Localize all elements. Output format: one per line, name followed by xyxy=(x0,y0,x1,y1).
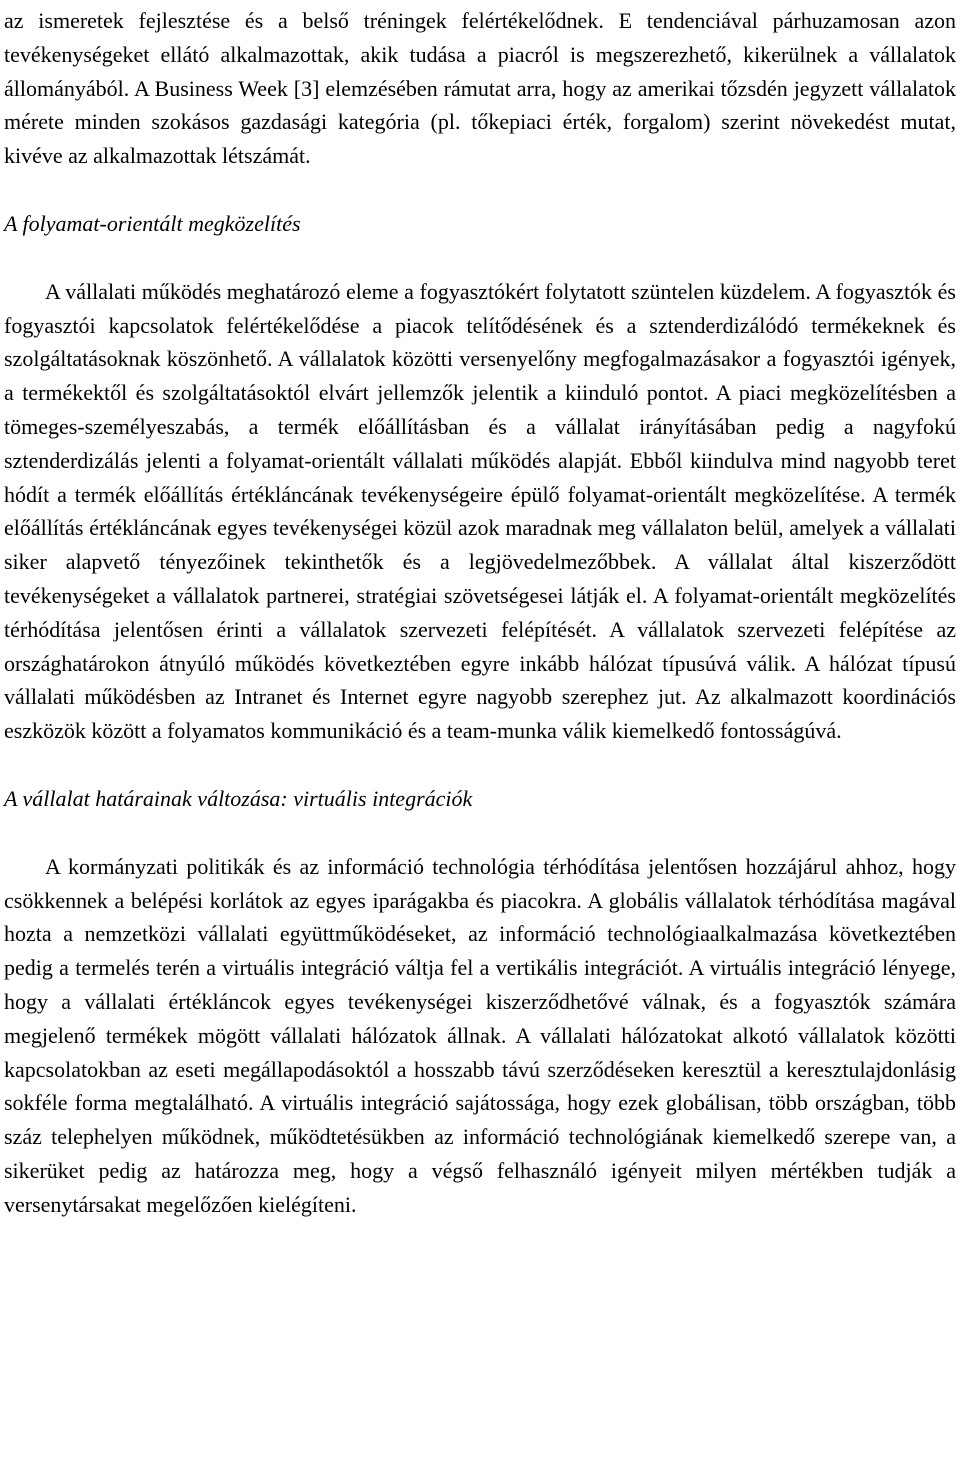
paragraph-process-oriented: A vállalati működés meghatározó eleme a fogyasztókért folytatott szüntelen küzdelem. A fogyasztók és fogyasztói kapcsolatok felértékelődése a piacok telítődésének és a sztenderdizálódó termékeknek és szolgáltatásoknak köszönhető. A vállalatok közötti versenyelőny megfogalmazásakor a fogyasztói igények, a termékektől és szolgáltatásoktól elvárt jellemzők jelentik a kiinduló pontot. A piaci megközelítésben a tömeges-személyeszabás, a termék előállításban és a vállalat irányításában pedig a nagyfokú sztenderdizálás jelenti a folyamat-orientált vállalati működés alapját. Ebből kiindulva mind nagyobb teret hódít a termék előállítás értékláncának tevékenységeire épülő folyamat-orientált megközelítése. A termék előállítás értékláncának egyes tevékenységei közül azok maradnak meg vállalaton belül, amelyek a vállalati siker alapvető tényezőinek tekinthetők és a legjövedelmezőbbek. A vállalat által kiszerződött tevékenységeket a vállalatok partnerei, stratégiai szövetségesei látják el. A folyamat-orientált megközelítés térhódítása jelentősen érinti a vállalatok szervezeti felépítését. A vállalatok szervezeti felépítése az országhatárokon átnyúló működés következtében egyre inkább hálózat típusúvá válik. A hálózat típusú vállalati működésben az Intranet és Internet egyre nagyobb szerephez jut. Az alkalmazott koordinációs eszközök között a folyamatos kommunikáció és a team-munka válik kiemelkedő fontosságúvá. xyxy=(4,278,956,744)
section-heading-virtual-integration: A vállalat határainak változása: virtuális integrációk xyxy=(4,785,473,811)
section-heading-process-oriented: A folyamat-orientált megközelítés xyxy=(4,210,301,236)
paragraph-virtual-integration: A kormányzati politikák és az információ technológia térhódítása jelentősen hozzájárul ahhoz, hogy csökkennek a belépési korlátok az egyes iparágakba és piacokra. A globális vállalatok térhódítása magával hozta a nemzetközi vállalati együttműködéseket, az információ technológiaalkalmazása következtében pedig a termelés terén a virtuális integráció váltja fel a vertikális integrációt. A virtuális integráció lényege, hogy a vállalati értékláncok egyes tevékenységei kiszerződhetővé válnak, és a fogyasztók számára megjelenő termékek mögött vállalati hálózatok állnak. A vállalati hálózatokat alkotó vállalatok közötti kapcsolatokban az eseti megállapodásoktól a hosszabb távú szerződéseken keresztül a keresztulajdonlásig sokféle forma megtalálható. A virtuális integráció sajátossága, hogy ezek globálisan, több országban, több száz telephelyen működnek, működtetésükben az információ technológiának kiemelkedő szerepe van, a sikerüket pedig az határozza meg, hogy a végső felhasználó igényeit milyen mértékben tudják a versenytársakat megelőzően kielégíteni. xyxy=(4,853,956,1217)
paragraph-intro: az ismeretek fejlesztése és a belső tréningek felértékelődnek. E tendenciával párhuzamosan azon tevékenységeket ellátó alkalmazottak, akik tudása a piacról is megszerezhető, kikerülnek a vállalatok állományából. A Business Week [3] elemzésében rámutat arra, hogy az amerikai tőzsdén jegyzett vállalatok mérete minden szokásos gazdasági kategória (pl. tőkepiaci érték, forgalom) szerint növekedést mutat, kivéve az alkalmazottak létszámát. xyxy=(4,8,956,169)
